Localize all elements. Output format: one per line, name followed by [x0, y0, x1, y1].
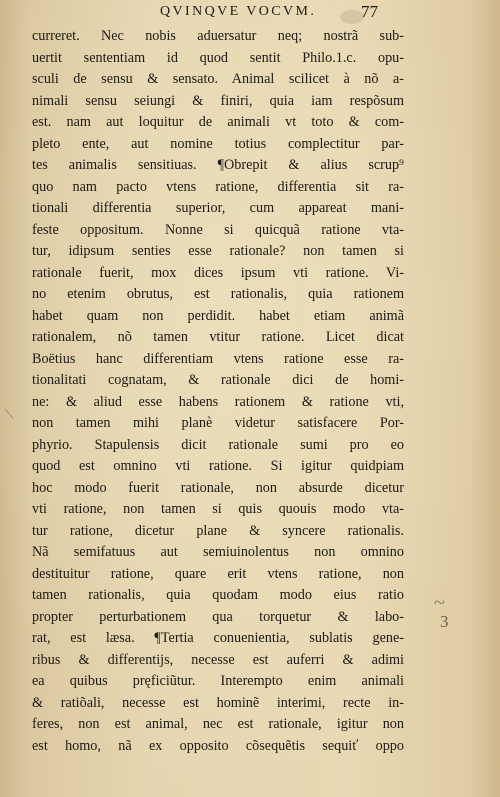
text-line: est homo, nã ex opposito cõsequẽtis sequiť oppo: [32, 737, 404, 754]
text-line: feste oppositum. Nonne si quicquã ratione vta-: [32, 221, 404, 238]
text-line: Nã semifatuus aut semiuinolentus non omnino: [32, 544, 404, 560]
text-line: rationalem, nõ tamen vtitur ratione. Licet dicat: [32, 329, 404, 345]
page-number: 77: [361, 2, 378, 21]
text-line: rat, est læsa. ¶Tertia conuenientia, sublatis gene-: [32, 630, 404, 646]
text-line: quo nam pacto vtens ratione, differentia sit ra-: [32, 178, 404, 195]
text-line: vti ratione, non tamen si quis quouis modo vta-: [32, 501, 404, 517]
margin-annotation-number: 3: [440, 612, 449, 631]
text-line: uertit sententiam id quod sentit Philo.1.c. opu-: [32, 49, 404, 66]
text-line: quod est omnino vti ratione. Si igitur quidpiam: [32, 458, 404, 474]
text-line: propter perturbationem qua torquetur & labo-: [32, 608, 404, 625]
text-line: nimali sensu seiungi & finiri, quia iam respõsum: [32, 92, 404, 109]
text-line: tamen rationalis, quia quodam modo eius ratio: [32, 587, 404, 603]
text-line: ea quibus pręficiũtur. Interempto enim animali: [32, 673, 404, 689]
text-line: destituitur ratione, quare erit vtens ratione, non: [32, 565, 404, 582]
text-line: non tamen mihi planè videtur satisfacere Por-: [32, 415, 404, 431]
text-line: sculi de sensu & sensato. Animal scilicet à nõ a-: [32, 71, 404, 87]
text-line: & ratiõali, necesse est hominẽ interimi, recte in-: [32, 694, 404, 711]
text-line: tes animalis sensitiuas. ¶Obrepit & alius scrup⁹: [32, 157, 404, 173]
text-line: ribus & differentijs, necesse est auferri & adimi: [32, 651, 404, 668]
text-line: tur ratione, dicetur plane & syncere rationalis.: [32, 522, 404, 539]
body-text: [32, 26, 404, 757]
margin-annotation-tilde: ~: [434, 592, 445, 614]
text-line: tur, idipsum senties esse rationale? non tamen si: [32, 243, 404, 259]
text-line: habet quam non perdidit. habet etiam animã: [32, 307, 404, 324]
text-line: tionali differentia superior, cum appareat mani-: [32, 200, 404, 216]
text-line: tionalitati cognatam, & rationale dici de homi-: [32, 372, 404, 388]
running-head: QVINQVE VOCVM.: [160, 4, 317, 19]
text-line: curreret. Nec nobis aduersatur neq; nostrã sub-: [32, 28, 404, 44]
text-line: Boëtius hanc differentiam vtens ratione esse ra-: [32, 350, 404, 367]
text-line: rationale fuerit, mox dices ipsum vti ratione. Vi-: [32, 264, 404, 281]
text-line: no etenim obrutus, est rationalis, quia rationem: [32, 286, 404, 302]
margin-annotation-stroke: \: [3, 403, 16, 425]
page-header: [0, 2, 500, 24]
text-line: pleto ente, aut nomine totius complectitur par-: [32, 135, 404, 152]
text-line: est. nam aut loquitur de animali vt toto & com-: [32, 114, 404, 130]
text-line: phyrio. Stapulensis dicit rationale sumi pro eo: [32, 436, 404, 453]
text-line: ne: & aliud esse habens rationem & ratione vti,: [32, 393, 404, 410]
text-line: hoc modo fuerit rationale, non absurde dicetur: [32, 479, 404, 496]
text-line: feres, non est animal, nec est rationale, igitur non: [32, 716, 404, 732]
